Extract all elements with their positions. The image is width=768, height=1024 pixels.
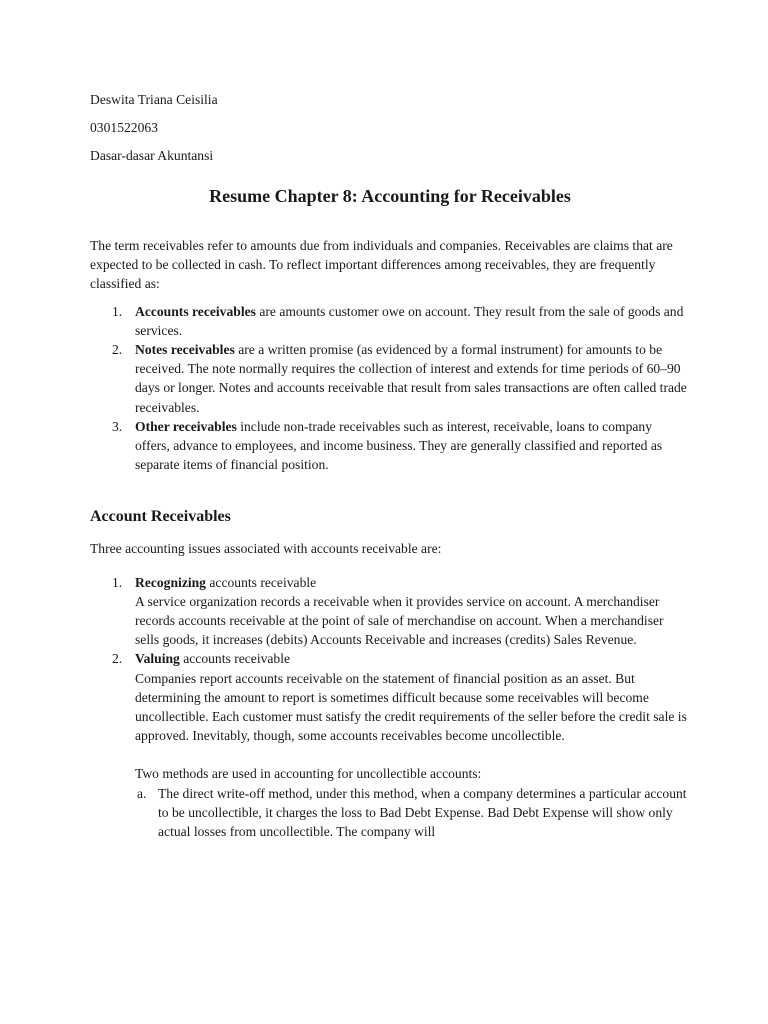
term-description: are a written promise (as evidenced by a formal instrument) for amounts to be received. The note normally requires the collection of interest and extends for time periods of 60–90 days or longer. Notes and accounts receivable that result from sales transactions are often called trade receivables.	[135, 342, 687, 415]
issue-term: Valuing	[135, 651, 180, 667]
document-title: Resume Chapter 8: Accounting for Receivables	[209, 186, 571, 206]
term-label: Notes receivables	[135, 342, 235, 358]
term-description: are amounts customer owe on account. They result from the sale of goods and services.	[135, 303, 684, 338]
list-number: 2.	[112, 342, 123, 358]
list-number: 1.	[112, 574, 123, 590]
list-letter: a.	[137, 785, 147, 801]
list-item	[90, 649, 690, 841]
methods-list	[135, 784, 690, 842]
accounting-issues-list	[90, 573, 690, 842]
course-name: Dasar-dasar Akuntansi	[90, 148, 214, 163]
method-description: The direct write-off method, under this method, when a company determines a particular account to be uncollectible, it charges the loss to Bad Debt Expense. Bad Debt Expense will show only actual losses from uncollectible. The company will	[158, 785, 687, 840]
list-item	[90, 340, 690, 417]
list-item	[90, 302, 690, 340]
issue-body: A service organization records a receivable when it provides service on account. A merchandiser records accounts receivable at the point of sale of merchandise on account. When a merchandiser sells goods, it increases (debits) Accounts Receivable and increases (credits) Sales Revenue.	[135, 593, 664, 648]
list-item	[90, 417, 690, 475]
issue-term: Recognizing	[135, 574, 206, 590]
intro-paragraph: The term receivables refer to amounts due from individuals and companies. Receivables are claims that are expected to be collected in cash. To reflect important differences among receivables, they are frequently classified as:	[90, 238, 673, 292]
list-number: 2.	[112, 651, 123, 667]
term-description: include non-trade receivables such as interest, receivable, loans to company offers, advance to employees, and income business. They are generally classified and reported as separate items of financial position.	[135, 418, 663, 473]
section-heading: Account Receivables	[90, 508, 231, 526]
term-label: Accounts receivables	[135, 303, 256, 319]
methods-intro: Two methods are used in accounting for uncollectible accounts:	[135, 766, 482, 782]
list-item	[90, 573, 690, 650]
student-id: 0301522063	[90, 120, 158, 135]
list-number: 1.	[112, 303, 123, 319]
author-name: Deswita Triana Ceisilia	[90, 92, 218, 107]
issue-suffix: accounts receivable	[179, 651, 291, 667]
list-number: 3.	[112, 418, 123, 434]
receivables-classification-list	[90, 302, 690, 475]
section-intro: Three accounting issues associated with accounts receivable are:	[90, 541, 442, 557]
list-item	[135, 784, 690, 842]
issue-suffix: accounts receivable	[205, 574, 317, 590]
document-page	[90, 90, 690, 841]
term-label: Other receivables	[135, 418, 237, 434]
issue-body: Companies report accounts receivable on the statement of financial position as an asset. But determining the amount to report is sometimes difficult because some receivables will become uncollectible. Each customer must satisfy the credit requirements of the seller before the credit sale is approved. Inevitably, though, some accounts receivables become uncollectible.	[135, 670, 687, 744]
